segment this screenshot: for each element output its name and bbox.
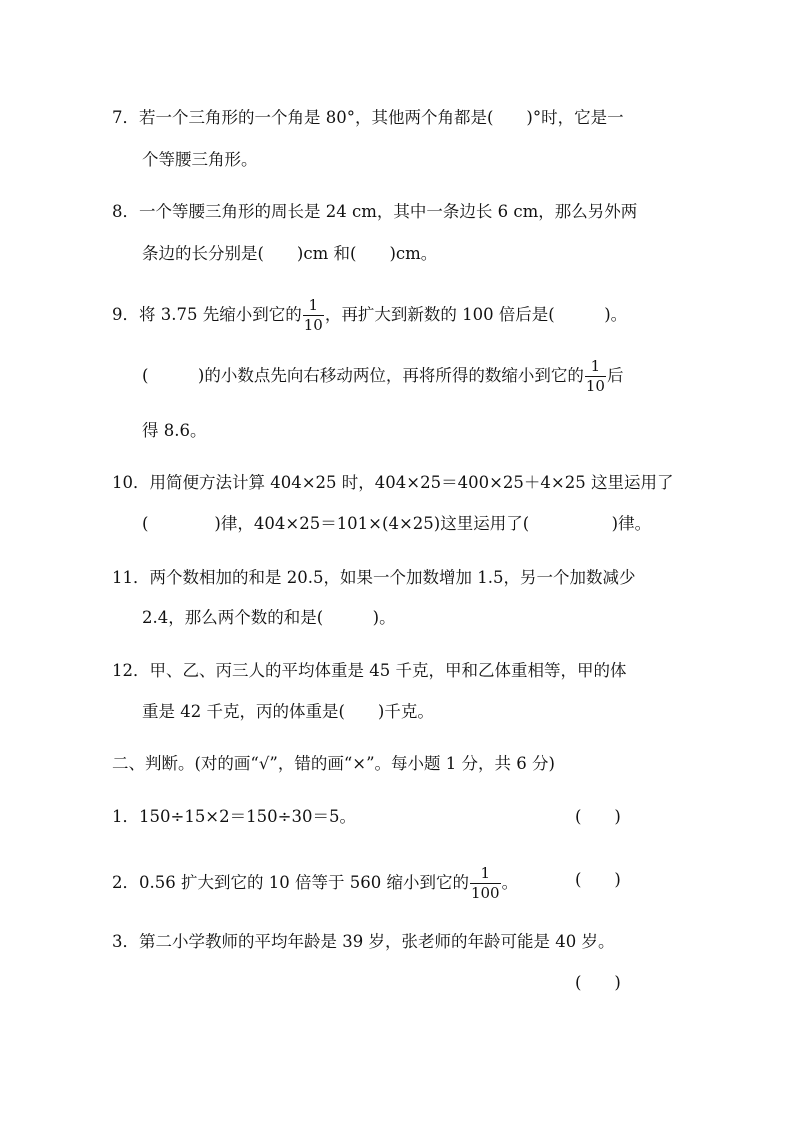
judgment-2-post: 。: [501, 873, 519, 892]
q11-line1: 11．两个数相加的和是 20.5，如果一个加数增加 1.5，另一个加数减少: [112, 568, 636, 587]
judgment-2-text: [112, 866, 518, 901]
q9-line2-post: 后: [606, 366, 624, 385]
q12-line1: 12．甲、乙、丙三人的平均体重是 45 千克，甲和乙体重相等，甲的体: [112, 661, 627, 680]
judgment-2-fraction-denominator: 100: [470, 884, 500, 902]
q9-fraction-1-numerator: 1: [308, 296, 319, 314]
q9-line2: [142, 359, 623, 394]
q10-line1: 10．用简便方法计算 404×25 时，404×25＝400×25＋4×25 这里运用了: [112, 473, 674, 492]
q9-fraction-1: [303, 298, 324, 333]
q11-line2: 2.4，那么两个数的和是( )。: [142, 608, 396, 627]
judgment-3-text: 3．第二小学教师的平均年龄是 39 岁，张老师的年龄可能是 40 岁。: [112, 932, 615, 951]
judgment-1-answer-box[interactable]: ( ): [575, 807, 621, 826]
q9-line1-post: ，再扩大到新数的 100 倍后是( )。: [324, 305, 628, 324]
q9-fraction-2-numerator: 1: [590, 357, 601, 375]
q7-line2: 个等腰三角形。: [142, 150, 258, 169]
q7-line1: 7．若一个三角形的一个角是 80°，其他两个角都是( )°时，它是一: [112, 108, 624, 127]
q9-line3: 得 8.6。: [142, 421, 207, 440]
judgment-2-fraction: [470, 866, 501, 901]
judgment-2-fraction-numerator: 1: [480, 864, 491, 882]
judgment-2-answer-box[interactable]: ( ): [575, 870, 621, 889]
q8-line2: 条边的长分别是( )cm 和( )cm。: [142, 244, 438, 263]
q9-fraction-1-denominator: 10: [303, 316, 323, 334]
q8-line1: 8．一个等腰三角形的周长是 24 cm，其中一条边长 6 cm，那么另外两: [112, 202, 638, 221]
judgment-2-pre: 2．0.56 扩大到它的 10 倍等于 560 缩小到它的: [112, 873, 469, 892]
q12-line2: 重是 42 千克，丙的体重是( )千克。: [142, 702, 434, 721]
judgment-3-answer-box[interactable]: ( ): [575, 973, 621, 992]
q10-line2: ( )律，404×25＝101×(4×25)这里运用了( )律。: [142, 514, 652, 533]
q9-line1-pre: 9．将 3.75 先缩小到它的: [112, 305, 302, 324]
judgment-1-text: 1．150÷15×2＝150÷30＝5。: [112, 807, 356, 826]
q9-line1: [112, 298, 627, 333]
q9-line2-pre: ( )的小数点先向右移动两位，再将所得的数缩小到它的: [142, 366, 584, 385]
q9-fraction-2: [585, 359, 606, 394]
q9-fraction-2-denominator: 10: [585, 377, 605, 395]
section-heading: 二、判断。(对的画“√”，错的画“×”。每小题 1 分，共 6 分): [112, 754, 555, 773]
